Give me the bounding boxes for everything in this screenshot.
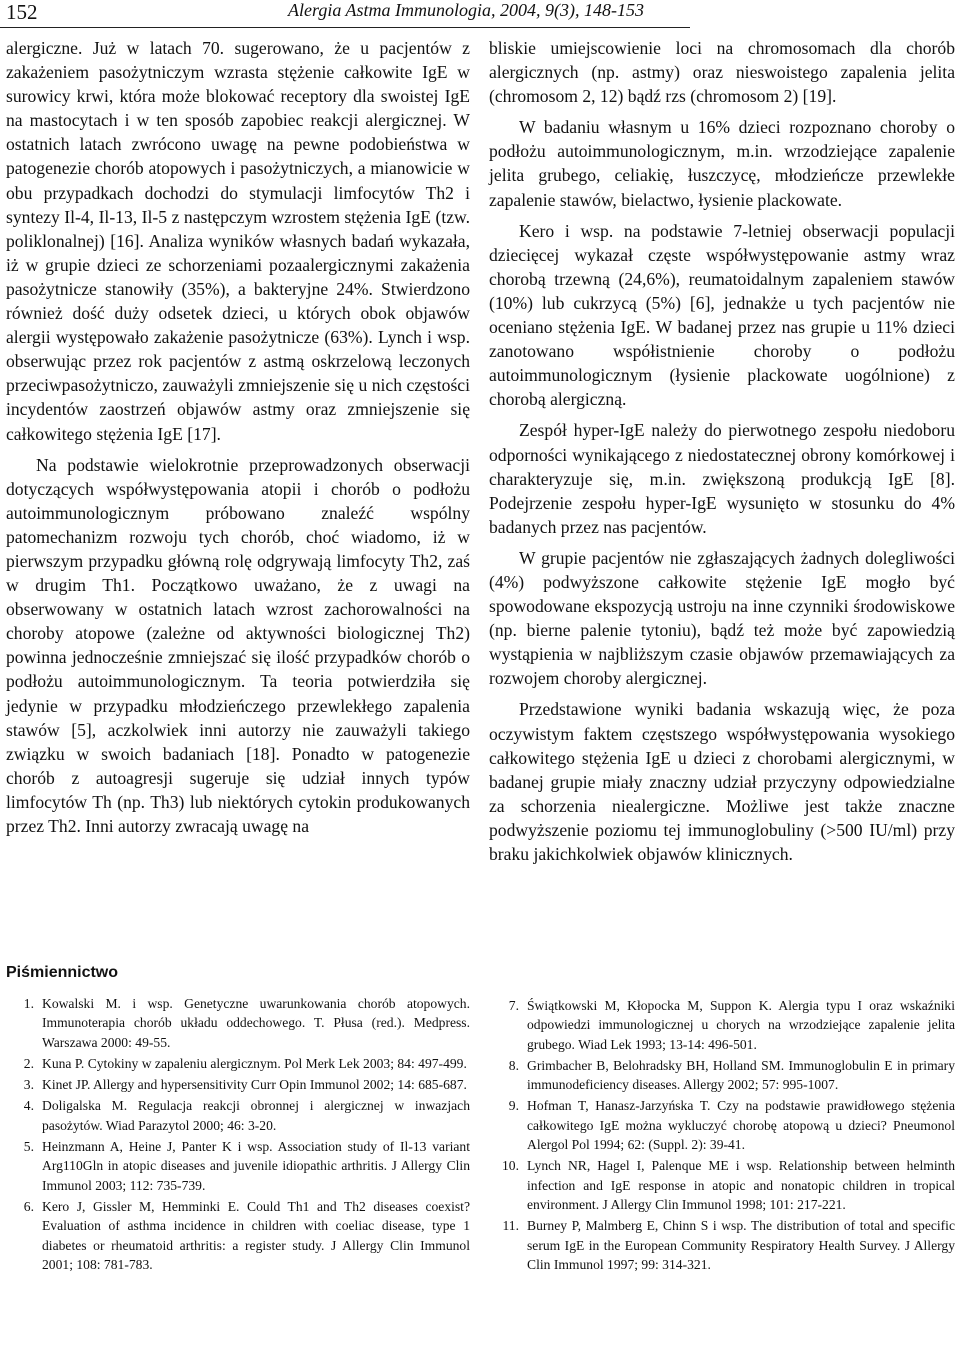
reference-number: 7.	[508, 998, 519, 1013]
reference-number: 4.	[23, 1098, 34, 1114]
reference-number: 3.	[23, 1077, 34, 1093]
page-number: 152	[6, 0, 38, 24]
reference-text: Lynch NR, Hagel I, Palenque ME i wsp. Relationship between helminth infection and IgE response in atopic and nonatopic children in tropical environment. J Allergy Clin Immunol 1998; 101: 217-221.	[527, 1158, 955, 1212]
reference-text: Kowalski M. i wsp. Genetyczne uwarunkowania chorób atopowych. Immunoterapia chorób układu oddechowego. T. Płusa (red.). Medpress. Warszawa 2000: 49-55.	[42, 996, 470, 1050]
reference-item	[489, 1096, 955, 1154]
reference-item	[489, 1156, 955, 1214]
paragraph: Kero i wsp. na podstawie 7-letniej obserwacji populacji dziecięcej wykazał częste współwystępowanie astmy wraz chorobą trzewną (24,6%), reumatoidalnym zapaleniem stawów (10%) lub cukrzycą (5%) [6], jednakże u tych pacjentów nie oceniano stężenia IgE. W badanej przez nas grupie u 11% dzieci zanotowano współistnienie choroby o podłożu autoimmunologicznym (łysienie plackowate uogólnione) z chorobą alergiczną.	[489, 220, 955, 410]
reference-text: Heinzmann A, Heine J, Panter K i wsp. Association study of Il-13 variant Arg110Gln in atopic diseases and juvenile idiopathic arthritis. J Allergy Clin Immunol 2003; 112: 735-739.	[42, 1139, 470, 1193]
reference-item	[6, 1197, 470, 1274]
reference-item	[6, 1137, 470, 1195]
reference-number: 11.	[502, 1218, 519, 1234]
paragraph: W badaniu własnym u 16% dzieci rozpoznano choroby o podłożu autoimmunologicznym, m.in. wrzodziejące zapalenie jelita grubego, celiakię, łuszczycę, młodzieńcze przewlekłe zapalenie stawów, bielactwo, łysienie plackowate.	[489, 117, 955, 210]
reference-item	[489, 996, 955, 1054]
left-column	[6, 36, 470, 838]
reference-number: 10.	[502, 1158, 519, 1174]
reference-text: Grimbacher B, Belohradsky BH, Holland SM. Immunoglobulin E in primary immunodeficiency diseases. Allergy 2002; 57: 995-1007.	[527, 1057, 955, 1093]
reference-item	[6, 1075, 470, 1094]
page-header	[0, 0, 960, 26]
reference-text: Świątkowski M, Kłopocka M, Suppon K. Alergia typu I oraz wskaźniki odpowiedzi immunologicznej u chorych na wrzodziejące zapalenie jelita grubego. Wiad Lek 1993; 13-14: 496-501.	[527, 998, 955, 1052]
reference-number: 6.	[23, 1198, 34, 1214]
reference-item	[489, 1056, 955, 1095]
reference-text: Kinet JP. Allergy and hypersensitivity Curr Opin Immunol 2002; 14: 685-687.	[42, 1077, 467, 1093]
reference-item	[6, 1054, 470, 1073]
reference-number: 8.	[508, 1057, 519, 1073]
reference-number: 9.	[508, 1098, 519, 1114]
references-heading: Piśmiennictwo	[6, 964, 119, 981]
reference-number: 1.	[23, 996, 34, 1011]
paragraph: Na podstawie wielokrotnie przeprowadzonych obserwacji dotyczących współwystępowania atopii i chorób o podłożu autoimmunologicznym próbowano znaleźć wspólny patomechanizm rozwoju tych chorób, choć wiadomo, iż w pierwszym przypadku główną rolę odgrywają limfocyty Th2, zaś w drugim Th1. Początkowo uważano, że z uwagi na obserwowany w ostatnich latach wzrost zachorowalności na choroby atopowe (zależne od aktywności biologicznej Th2) powinna jednocześnie zmniejszać się ilość przypadków chorób o podłożu autoimmunologicznym. Ta teoria potwierdziła się jedynie w przypadku młodzieńczego przewlekłego zapalenia stawów [5], aczkolwiek inni autorzy nie zauważyli takiego związku w swoich badaniach [18]. Ponadto w patogenezie chorób z autoagresji sugeruje się udział innych typów limfocytów Th (np. Th3) lub niektórych cytokin produkowanych przez Th2. Inni autorzy zwracają uwagę na	[6, 454, 470, 836]
reference-text: Kero J, Gissler M, Hemminki E. Could Th1 and Th2 diseases coexist? Evaluation of asthma incidence in children with coeliac disease, type 1 diabetes or rheumatoid arthritis: a register study. J Allergy Clin Immunol 2001; 108: 781-783.	[42, 1198, 470, 1272]
reference-item	[489, 1216, 955, 1274]
paragraph: Zespół hyper-IgE należy do pierwotnego zespołu niedoboru odporności wynikającego z niedostatecznej obrony komórkowej i charakteryzuje się, m.in. zwiększoną produkcją IgE [8]. Podejrzenie zespołu hyper-IgE wysunięto w stosunku do 4% badanych przez nas pacjentów.	[489, 420, 955, 537]
paragraph: W grupie pacjentów nie zgłaszających żadnych dolegliwości (4%) podwyższone całkowite stężenie IgE mogło być spowodowane ekspozycją ustroju na inne czynniki środowiskowe (np. bierne palenie tytoniu), bądź też może być zapowiedzią wystąpienia w najbliższym czasie objawów przemawiających za rozwojem choroby alergicznej.	[489, 547, 955, 689]
references-list-right	[489, 996, 955, 1276]
paragraph: bliskie umiejscowienie loci na chromosomach dla chorób alergicznych (np. astmy) oraz nieswoistego zapalenia jelita (chromosom 2, 12) bądź rzs (chromosom 2) [19].	[489, 38, 955, 107]
reference-number: 5.	[23, 1139, 34, 1155]
journal-citation: Alergia Astma Immunologia, 2004, 9(3), 148-153	[288, 0, 644, 20]
paragraph: alergiczne. Już w latach 70. sugerowano, że u pacjentów z zakażeniem pasożytniczym wzrasta stężenie całkowite IgE w surowicy krwi, która może blokować receptory dla swoistej IgE na mastocytach i w ten sposób zapobiec reakcji alergicznej. W ostatnich latach zwrócono uwagę na pewne podobieństwa w patogenezie chorób atopowych i pasożytniczych, a mianowicie w obu przypadkach dochodzi do stymulacji limfocytów Th2 i syntezy Il-4, Il-13, Il-5 z następczym wzrostem stężenia IgE (tzw. poliklonalnej) [16]. Analiza wyników własnych badań wykazała, iż w grupie dzieci ze schorzeniami pozaalergicznymi zakażenia pasożytnicze stanowiły (35%), a bakteryjne 24%. Stwierdzono również dość duży odsetek dzieci, u których obok objawów alergii występowało zakażenie pasożytnicze (63%). Lynch i wsp. obserwując przez rok pacjentów z astmą oskrzelową leczonych przeciwpasożytniczo, zauważyli zmniejszenie się u nich częstości incydentów zaostrzeń objawów astmy oraz zmniejszenie się całkowitego stężenia IgE [17].	[6, 38, 470, 444]
header-divider	[0, 27, 690, 28]
reference-number: 2.	[23, 1055, 34, 1071]
references-list-left	[6, 994, 470, 1276]
paragraph: Przedstawione wyniki badania wskazują więc, że poza oczywistym faktem częstszego współwystępowania wysokiego całkowitego stężenia IgE u dzieci z chorobami alergicznymi, w badanej grupie miały znaczny udział przyczyny odpowiedzialne za schorzenia niealergiczne. Możliwe jest także znaczne podwyższenie poziomu tej immunoglobuliny (>500 IU/ml) przy braku jakichkolwiek objawów klinicznych.	[489, 699, 955, 864]
reference-text: Burney P, Malmberg E, Chinn S i wsp. The distribution of total and specific serum IgE in the European Community Respiratory Health Survey. J Allergy Clin Immunol 1997; 99: 314-321.	[527, 1218, 955, 1272]
reference-item	[6, 994, 470, 1052]
right-column	[489, 36, 955, 866]
reference-text: Hofman T, Hanasz-Jarzyńska T. Czy na podstawie prawidłowego stężenia całkowitego IgE można wykluczyć chorobę atopową u dzieci? Pneumonol Alergol Pol 1994; 62: (Suppl. 2): 39-41.	[527, 1098, 955, 1153]
reference-text: Doligalska M. Regulacja reakcji obronnej i alergicznej w inwazjach pasożytów. Wiad Parazytol 2000; 46: 3-20.	[42, 1098, 470, 1133]
reference-item	[6, 1096, 470, 1135]
reference-text: Kuna P. Cytokiny w zapaleniu alergicznym. Pol Merk Lek 2003; 84: 497-499.	[42, 1055, 467, 1071]
